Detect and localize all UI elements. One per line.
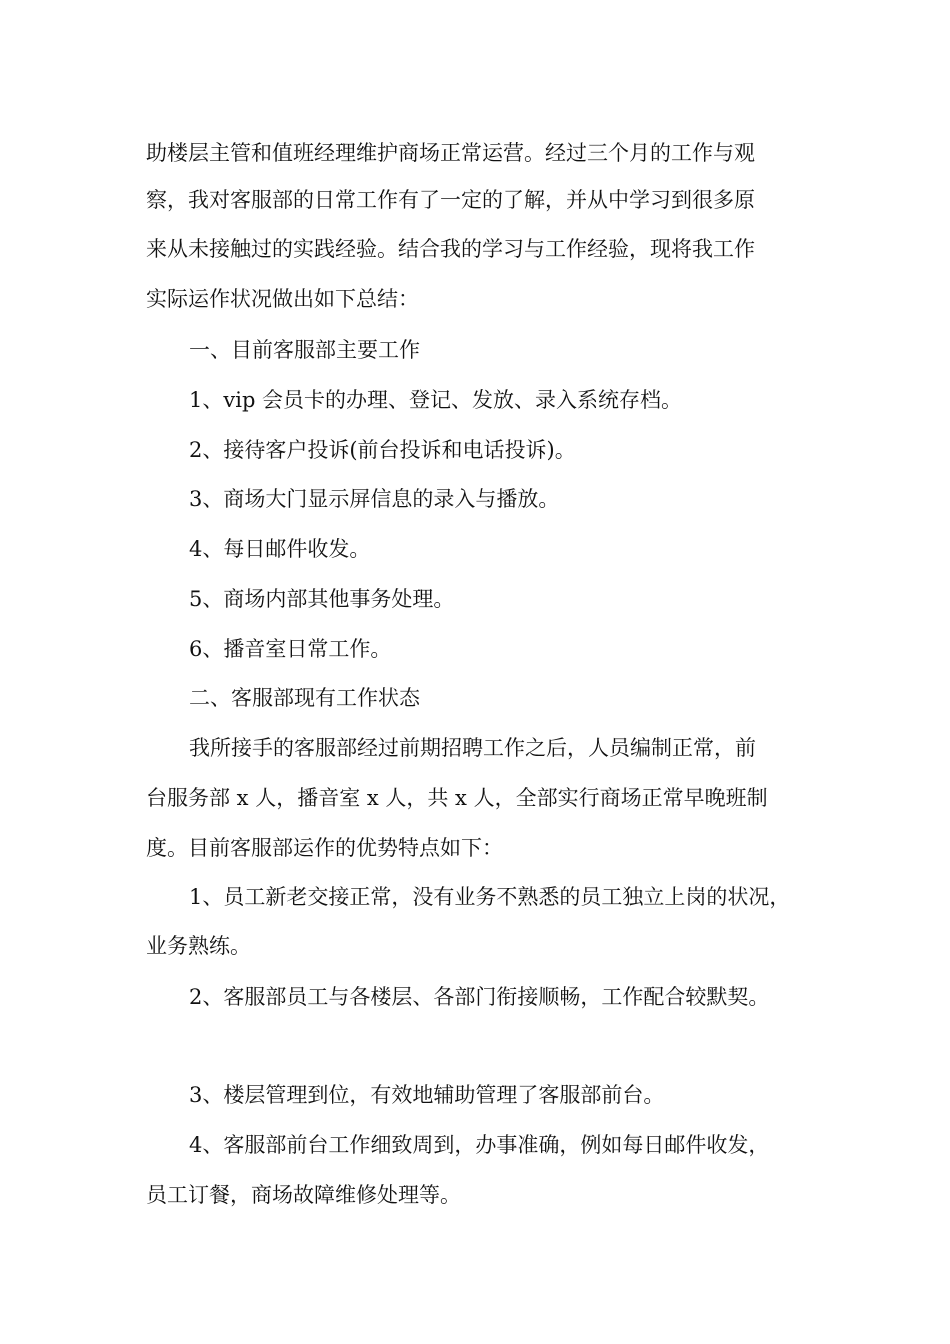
list-item: 3、商场大门显示屏信息的录入与播放。 (189, 487, 560, 511)
list-item: 3、楼层管理到位，有效地辅助管理了客服部前台。 (189, 1083, 665, 1107)
section-heading: 一、目前客服部主要工作 (189, 338, 420, 362)
list-item: 2、客服部员工与各楼层、各部门衔接顺畅，工作配合较默契。 (189, 985, 770, 1009)
paragraph-line: 来从未接触过的实践经验。结合我的学习与工作经验，现将我工作 (146, 237, 755, 261)
list-item: 2、接待客户投诉(前台投诉和电话投诉)。 (189, 438, 576, 462)
list-item: 4、每日邮件收发。 (189, 537, 371, 561)
paragraph-line: 台服务部 x 人，播音室 x 人，共 x 人，全部实行商场正常早晚班制 (146, 786, 768, 810)
section-heading: 二、客服部现有工作状态 (189, 686, 420, 710)
paragraph-line: 实际运作状况做出如下总结： (146, 287, 419, 311)
list-item: 4、客服部前台工作细致周到，办事准确，例如每日邮件收发， (189, 1133, 770, 1157)
list-item: 1、vip 会员卡的办理、登记、发放、录入系统存档。 (189, 388, 683, 412)
paragraph-line: 度。目前客服部运作的优势特点如下： (146, 836, 503, 860)
paragraph-line: 察，我对客服部的日常工作有了一定的了解，并从中学习到很多原 (146, 188, 755, 212)
list-item-continuation: 业务熟练。 (146, 934, 251, 958)
list-item: 1、员工新老交接正常，没有业务不熟悉的员工独立上岗的状况， (189, 885, 791, 909)
paragraph-line: 助楼层主管和值班经理维护商场正常运营。经过三个月的工作与观 (146, 141, 755, 165)
list-item: 6、播音室日常工作。 (189, 637, 392, 661)
paragraph-line: 我所接手的客服部经过前期招聘工作之后，人员编制正常，前 (189, 736, 756, 760)
list-item-continuation: 员工订餐，商场故障维修处理等。 (146, 1183, 461, 1207)
list-item: 5、商场内部其他事务处理。 (189, 587, 455, 611)
